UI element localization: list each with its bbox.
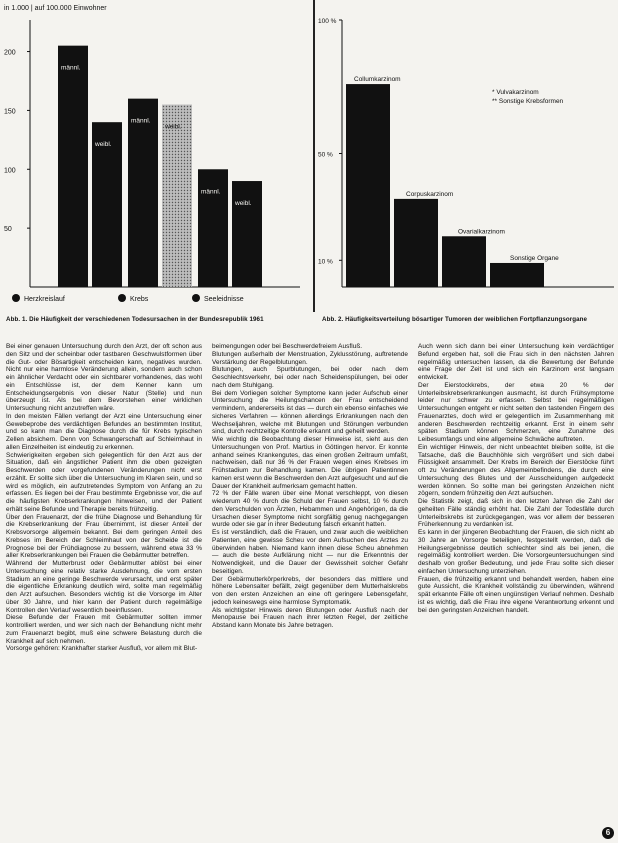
y-tick-label: 100 xyxy=(4,167,16,175)
legend-item: * Vulvakarzinom xyxy=(492,89,539,96)
figure-1-caption: Abb. 1. Die Häufigkeit der verschiedenen Todesursachen in der Bundesrepublik 1961 xyxy=(6,316,264,323)
bar-label: Sonstige Organe xyxy=(510,254,559,262)
bar-label: Collumkarzinom xyxy=(354,76,401,84)
paragraph: In den meisten Fällen verlangt der Arzt eine Untersuchung einer Gewebeprobe des verdächtigen Befundes an bestimmten Institut, und so kann man die Diagnose durch die für Krebs typischen Zellen absichern. Denn von Schwangerschaft auf Schleimhaut in allen Einzelheiten ist eindeutig zu erkennen. xyxy=(6,412,202,451)
bar xyxy=(128,99,158,287)
category-label: Krebs xyxy=(130,296,149,303)
bar-group xyxy=(58,46,262,287)
y-tick-labels xyxy=(318,18,342,265)
legend-item: ** Sonstige Krebsformen xyxy=(492,98,564,105)
figure-2-chart xyxy=(316,0,618,312)
y-tick-label: 10 % xyxy=(318,258,333,266)
bar xyxy=(346,84,390,287)
category-label: Seeleidnisse xyxy=(204,296,244,303)
category-label: Herzkreislauf xyxy=(24,296,65,303)
legend-marker xyxy=(12,294,20,302)
bar-label: weibl. xyxy=(235,200,252,208)
y-tick-label: 200 xyxy=(4,49,16,57)
paragraph: Die Statistik zeigt, daß sich in den letzten Jahren die Zahl der geheilten Fälle ständig erhöht hat. Die Zahl der Todesfälle durch Unterleibskrebs ist zurückgegangen, was vor allem der besseren Früherkennung zu verdanken ist. xyxy=(418,498,614,529)
paragraph: Als wichtigster Hinweis deren Blutungen oder Ausfluß nach der Menopause bei Frauen nach ihrer letzten Regel, der zeitliche Abstand kann Monate bis Jahre betragen. xyxy=(212,606,408,629)
bar-label: Corpuskarzinom xyxy=(406,190,454,198)
bar xyxy=(394,199,438,287)
bar-label: Ovarialkarzinom xyxy=(458,228,505,236)
y-tick-label: 50 % xyxy=(318,151,333,159)
legend xyxy=(12,294,244,303)
bar xyxy=(198,169,228,287)
text-column-3 xyxy=(418,343,614,841)
paragraph: Frauen, die frühzeitig erkannt und behandelt werden, haben eine gute Aussicht, die Krankheit vollständig zu überwinden, während spät erkannte Fälle oft einen ungünstigen Verlauf nehmen. Deshalb ist es wichtig, daß die Frau ihre eigene Verantwortung erkennt und bei den geringsten Anzeichen handelt. xyxy=(418,575,614,614)
paragraph: Bei einer genauen Untersuchung durch den Arzt, der oft schon aus den Sitz und der scheinbar oder tastbaren Geschwulstformen über die Gut- oder Bösartigkeit entscheiden kann, negatives wurden. Nicht nur eine harmlose Veränderung allein, sondern auch schon ein ähnlicher Verdacht oder ein sichtbarer vorhandenes, das wohl ein Entschlüsse ist, der dem Kenner kann um Entscheidungsergebnis von dieser Natur (Stelle) und nun überzeugt ist. Als bei dem Bevorstehen einer wirklichen Untersuchung nicht anzutreffen wäre. xyxy=(6,343,202,412)
figure-2 xyxy=(316,0,618,312)
paragraph: Es kann in der jüngeren Beobachtung der Frauen, die sich nicht ab 30 Jahre an Vorsorge beteiligen, festgestellt werden, daß die Heilungsergebnisse deutlich schlechter sind als bei jenen, die regelmäßig kontrolliert werden. Die Vorsorgeuntersuchungen sind deshalb von großer Bedeutung, und jede Frau sollte sich dieser einfachen Untersuchung unterziehen. xyxy=(418,529,614,575)
bar-label: männl. xyxy=(131,117,151,125)
bar-label: weibl. xyxy=(95,141,112,149)
figure-1-header: in 1.000 | auf 100.000 Einwohner xyxy=(4,5,107,12)
figure-1 xyxy=(0,0,315,312)
text-column-2 xyxy=(212,343,408,841)
page-number: 6 xyxy=(602,827,614,839)
bar-group xyxy=(346,76,559,287)
paragraph: Während der Mutterbrust oder Gebärmutter ablöst bei einer Untersuchung eine relativ starke Ausdehnung, die vom ersten Stadium an eine geringe Beschwerde verursacht, und erst später die eigentliche Erkrankung deutlich wird, sollte man regelmäßig den Arzt aufsuchen. Besonders wichtig ist die Vorsorge im Alter über 30 Jahre, und hier kann der Patient durch regelmäßige Kontrollen den Verlauf wesentlich beeinflussen. xyxy=(6,560,202,614)
article-body xyxy=(6,343,614,841)
paragraph: Wie wichtig die Beobachtung dieser Hinweise ist, sieht aus den Untersuchungen von Prof. Martius in Göttingen hervor. Er konnte anhand seines Krankengutes, das einen großen Zeitraum umfaßt, nachweisen, daß nur 36 % der Frauen wegen eines Krebses im Frühstadium zur Behandlung kamen. Die übrigen Patientinnen kamen erst wenn die Beschwerden den Arzt aufgesucht und auf die Dauer der Krankheit aufmerksam gemacht hatten. xyxy=(212,436,408,490)
bar-label: männl. xyxy=(201,188,221,196)
paragraph: Auch wenn sich dann bei einer Untersuchung kein verdächtiger Befund ergeben hat, soll die Frau sich in den nächsten Jahren regelmäßig untersuchen lassen, da die Bewertung der Befunde eine Frage der Zeit ist und sich ein Karzinom erst langsam entwickelt. xyxy=(418,343,614,381)
paragraph: Über den Frauenarzt, der die frühe Diagnose und Behandlung für die Krebserkrankung der Frau übernimmt, ist dieser Anteil der Krebsvorsorge allgemein bekannt. Bei dem geringen Anteil des Krebses im Bereich der Schleimhaut von der Scheide ist die Prognose bei der Frühdiagnose zu bessern, während etwa 33 % aller Krebserkrankungen bei Frauen die Gebärmutter betreffen. xyxy=(6,513,202,560)
paragraph: Vorsorge gehören: Krankhafter starker Ausfluß, vor allem mit Blut- xyxy=(6,645,198,653)
legend-marker xyxy=(192,294,200,302)
bar-label: männl. xyxy=(61,64,81,72)
bar-label: weibl. xyxy=(165,123,182,131)
legend-marker xyxy=(118,294,126,302)
y-tick-label: 150 xyxy=(4,108,16,116)
y-tick-label: 100 % xyxy=(318,18,337,25)
bar xyxy=(232,181,262,287)
figure-1-chart xyxy=(0,0,313,312)
text-column-1 xyxy=(6,343,202,841)
paragraph: Ein wichtiger Hinweis, der nicht unbeachtet bleiben sollte, ist die Tatsache, daß die Bauchhöhle sich vergrößert und sich dabei Flüssigkeit ansammelt. Der Krebs im Bereich der Eierstöcke führt oft zu Veränderungen des Allgemeinbefindens, die durch eine Untersuchung des Blutes und der Ausscheidungen aufgedeckt werden können. So sollte man bei geringsten Anzeichen nicht zögern, sondern frühzeitig den Arzt aufsuchen. xyxy=(418,443,614,498)
paragraph: Bei dem Vorliegen solcher Symptome kann jeder Aufschub einer Untersuchung die Heilungschancen der Frau entscheidend vermindern, andererseits ist das — durch ein ebenso einfaches wie sicheres Verfahren — können allerdings Erkrankungen nach den Wechseljahren, welche mit Blutungen und Störungen verbunden sind, durch rechtzeitige Kontrolle erkannt und geheilt werden. xyxy=(212,389,408,436)
paragraph: beimengungen oder bei Beschwerdefreiem Ausfluß. xyxy=(212,343,363,350)
paragraph: Es ist verständlich, daß die Frauen, und zwar auch die weiblichen Patienten, eine gewisse Scheu vor dem Aufsuchen des Arztes zu überwinden haben. Niemand kann ihnen diese Scheu abnehmen — auch die beste Aufklärung nicht — nur die Erkenntnis der Notwendigkeit, und die Dauer der Gewissheit solcher Gefahr beseitigen. xyxy=(212,529,408,575)
paragraph: Der Eierstockkrebs, der etwa 20 % der Unterleibskrebserkrankungen ausmacht, ist durch Frühsymptome leider nur schwer zu erfassen. Selbst bei regelmäßigen Untersuchungen entgeht er nicht selten den tastenden Fingern des Frauenarztes, doch wird er gelegentlich im Zusammenhang mit anderen Beschwerden rechtzeitig erkannt. Erst in einem sehr späten Stadium können Schmerzen, eine Zunahme des Leibesumfangs und eine allgemeine Schwäche auftreten. xyxy=(418,381,614,443)
paragraph: Blutungen außerhalb der Menstruation, Zyklusstörung, auftretende Verstärkung der Regelblutungen. xyxy=(212,350,408,366)
bar xyxy=(442,236,486,287)
figure-2-caption: Abb. 2. Häufigkeitsverteilung bösartiger Tumoren der weiblichen Fortpflanzungsorgane xyxy=(322,316,588,323)
bar xyxy=(490,263,544,287)
y-tick-labels xyxy=(4,50,30,234)
paragraph: Blutungen, auch Spurblutungen, bei oder nach dem Geschlechtsverkehr, bei oder nach Scheidenspülungen, bei oder nach dem Stuhlgang. xyxy=(212,366,408,389)
bar xyxy=(162,105,192,287)
paragraph: Schwierigkeiten ergeben sich gelegentlich für den Arzt aus der Situation, daß ein ängstlicher Patient ihm die oben gezeigten Beschwerden oder vorgefundenen Veränderungen nicht erst erzählt. Er sollte sich über die Untersuchung im Klaren sein, und so wird es möglich, ein aufzutretendes Symptom von Anfang an zu erfassen. Es liegen bei der Frau bestimmte Ergebnisse vor, die auf die häufigsten Krebserkrankungen hinweisen, und der Patient erhält seine Befunde und Therapie bereits frühzeitig. xyxy=(6,451,202,513)
y-tick-label: 50 xyxy=(4,226,12,234)
paragraph: Diese Befunde der Frauen mit Gebärmutter sollten immer kontrolliert werden, und wer sich nach der Behandlung nicht mehr zum Frauenarzt begibt, muß eine schwere Belastung durch die Krankheit auf sich nehmen. xyxy=(6,614,202,645)
bar xyxy=(58,46,88,287)
paragraph: 72 % der Fälle waren über eine Monat verschleppt, von diesen wiederum 40 % durch die Schuld der Frauen selbst, 10 % durch den Verschulden von Ärzten, Hebammen und Angehörigen, da die Ursachen dieser Symptome nicht sorgfältig genug nachgegangen wurde oder sie gar in ihrer Bedeutung falsch erkannt hatten. xyxy=(212,490,408,529)
paragraph: Der Gebärmutterkörperkrebs, der besonders das mittlere und höhere Lebensalter befällt, zeigt gegenüber dem Mutterhalskrebs von den ersten Anzeichen an eine oft geringere Lebensgefahr, jedoch keineswegs eine harmlose Symptomatik. xyxy=(212,575,408,606)
